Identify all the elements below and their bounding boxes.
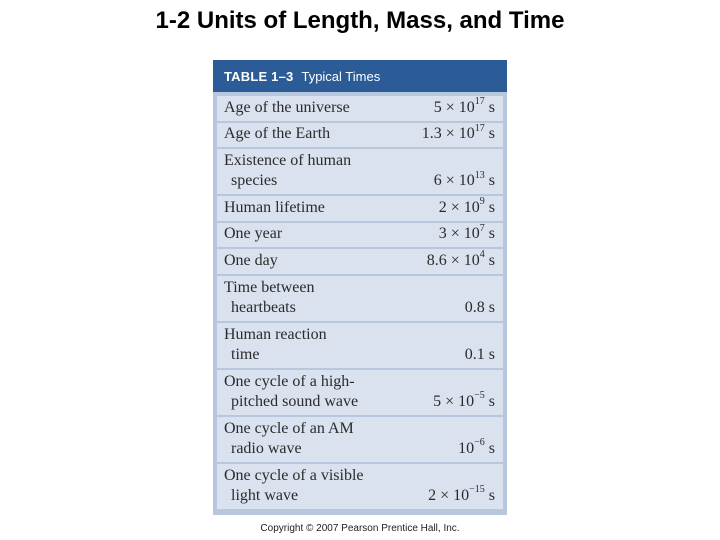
row-value: $2 \times 10^{-15}$ s [428, 484, 495, 504]
row-value: $2 \times 10^9$ s [438, 196, 495, 216]
row-description: Time between heartbeats [224, 278, 315, 316]
row-description: One day [224, 251, 278, 269]
row-description: One cycle of a visible light wave [224, 466, 364, 504]
table-row [217, 223, 503, 250]
row-description: Existence of human species [224, 152, 352, 189]
row-description: One cycle of an AM radio wave [224, 419, 354, 457]
table-row [217, 464, 503, 511]
table-row [217, 96, 503, 123]
row-value: $8.6 \times 10^4$ s [426, 249, 495, 269]
row-description: Age of the universe [224, 98, 350, 116]
table-header [213, 60, 507, 92]
row-value: 0.8 s [464, 298, 495, 316]
typical-times-table [213, 60, 507, 515]
row-description: One cycle of a high- pitched sound wave [224, 372, 359, 410]
copyright-notice: Copyright © 2007 Pearson Prentice Hall, Inc. [260, 523, 460, 534]
table-label: TABLE 1–3 [224, 68, 294, 84]
table-row [217, 370, 503, 417]
table-row [217, 196, 503, 223]
slide-title: 1-2 Units of Length, Mass, and Time [155, 7, 565, 34]
table-row [217, 149, 503, 196]
row-value: $5 \times 10^{-5}$ s [433, 390, 495, 410]
table-row [217, 249, 503, 276]
table-row [217, 276, 503, 323]
table-caption: Typical Times [301, 68, 381, 84]
row-value: $6 \times 10^{13}$ s [433, 169, 495, 189]
row-description: Human reaction time [224, 325, 327, 363]
row-value: $10^{-6}$ s [458, 437, 495, 457]
row-description: One year [224, 225, 283, 242]
table-row [217, 323, 503, 370]
row-value: 0.1 s [464, 345, 495, 363]
row-value: $1.3 \times 10^{17}$ s [421, 122, 495, 142]
table-body [213, 92, 507, 515]
table-row [217, 417, 503, 464]
row-value: $3 \times 10^7$ s [438, 222, 495, 242]
table-row [217, 123, 503, 150]
row-description: Human lifetime [224, 198, 325, 216]
row-value: $5 \times 10^{17}$ s [433, 96, 495, 116]
row-description: Age of the Earth [224, 125, 331, 142]
